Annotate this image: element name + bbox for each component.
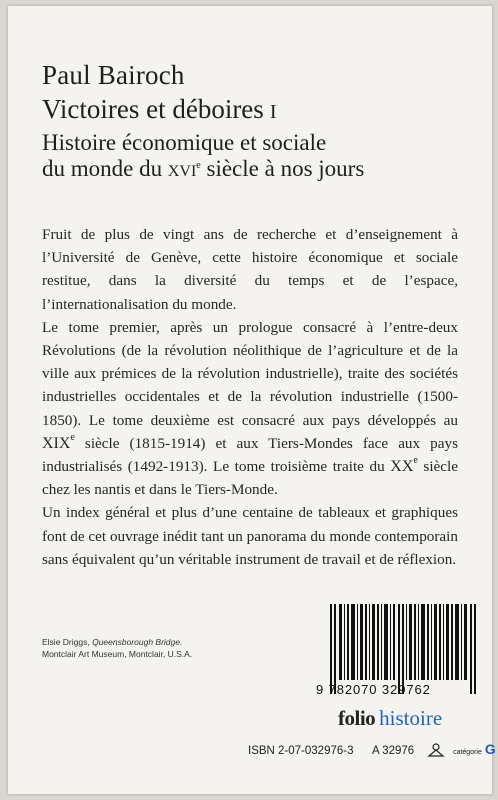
catalog-code: A 32976 — [371, 745, 415, 757]
category-letter: G — [484, 741, 496, 757]
publisher-emblem-icon — [427, 743, 445, 757]
subtitle-line-1: Histoire économique et sociale — [42, 130, 327, 155]
volume-number: I — [269, 101, 277, 123]
folio-wordmark: folio — [338, 706, 376, 730]
century-19: XIX — [42, 434, 71, 452]
description-text — [42, 223, 458, 571]
book-subtitle — [42, 130, 482, 185]
book-title — [42, 94, 276, 125]
book-back-cover — [8, 6, 496, 794]
p2-part-b: siècle (1815-1914) et aux Tiers-Mondes face aux pays industrialisés (1492-1913). Le tome troisième traite du — [42, 434, 458, 476]
century-19-sup: e — [70, 431, 75, 443]
isbn: ISBN 2-07-032976-3 — [248, 745, 354, 757]
cover-art-credit — [42, 636, 192, 660]
barcode-number: 9 782070 329762 — [316, 682, 431, 697]
barcode-icon — [330, 604, 478, 694]
credit-artist: Elsie Driggs, — [42, 637, 93, 647]
century-20: XX — [390, 458, 414, 476]
description-paragraph-3: Un index général et plus d’une centaine de tableaux et graphiques font de cet ouvrage inédit tant un panorama du monde contemporain sans équivalent qu’un véritable instrument de travail et de réflexion. — [42, 504, 458, 568]
p2-part-c: siècle chez les nantis et dans le Tiers-Monde. — [42, 458, 459, 499]
category-label: catégorie — [453, 749, 482, 756]
credit-museum: Montclair Art Museum, Montclair, U.S.A. — [42, 649, 193, 659]
subtitle-century-sup: e — [196, 160, 201, 171]
p2-part-a: Le tome premier, après un prologue consacré à l’entre-deux Révolutions (de la révolution néolithique de l’agriculture et de la ville aux prémices de la révolution industrielle), traite des sociétés industrielles occidentales et de la révolution industrielle (1500-1850). Le tome deuxième est consacré aux pays développés au — [42, 318, 458, 429]
subtitle-line-2-end: siècle à nos jours — [200, 156, 365, 181]
publisher-logo — [338, 706, 442, 731]
book-title-text: Victoires et déboires — [42, 94, 264, 124]
catalog-info — [248, 741, 496, 759]
collection-name: histoire — [379, 706, 443, 730]
credit-work: Queensborough Bridge. — [92, 637, 183, 647]
subtitle-line-2-start: du monde du — [42, 156, 168, 181]
author-name: Paul Bairoch — [42, 60, 185, 90]
subtitle-century: XVI — [167, 163, 197, 180]
description-paragraph-2 — [42, 316, 458, 502]
century-20-sup: e — [413, 455, 418, 467]
description-paragraph-1: Fruit de plus de vingt ans de recherche et d’enseignement à l’Université de Genève, cette histoire économique et sociale restitue, dans la diversité du temps et de l’espace, l’internationalisation du monde. — [42, 226, 458, 313]
